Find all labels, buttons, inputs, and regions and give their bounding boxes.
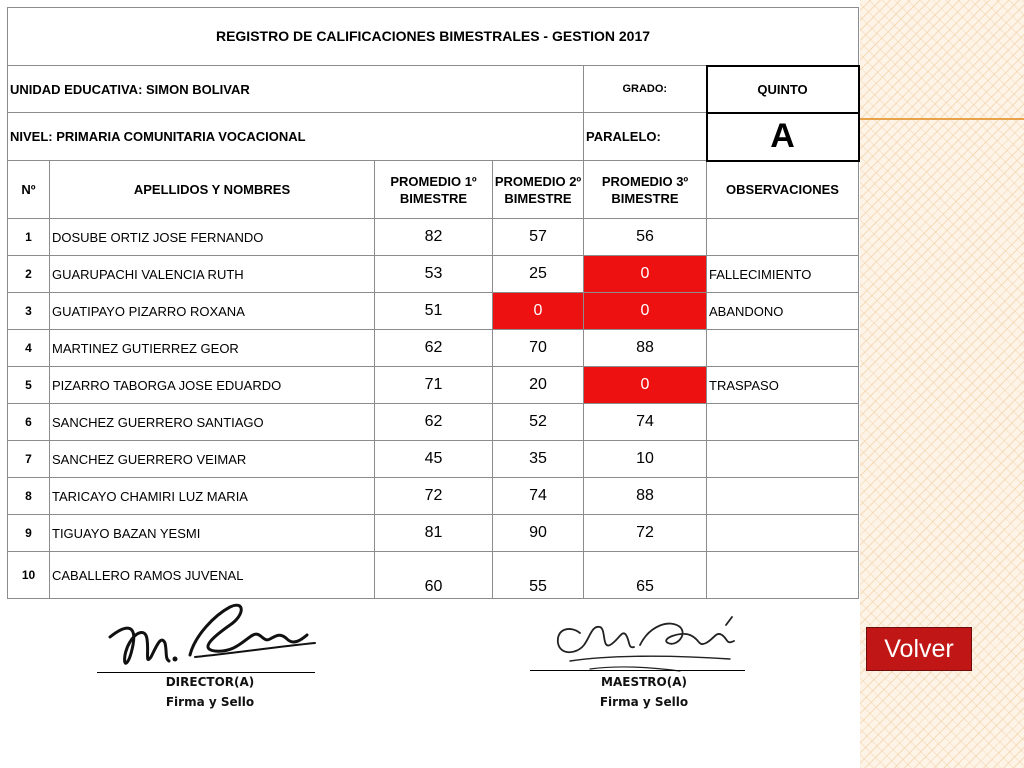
- observation: [707, 404, 859, 441]
- grade-label: GRADO:: [584, 66, 707, 113]
- student-name: SANCHEZ GUERRERO SANTIAGO: [50, 404, 375, 441]
- student-name: MARTINEZ GUTIERREZ GEOR: [50, 330, 375, 367]
- table-row: [8, 330, 859, 367]
- table-row: [8, 404, 859, 441]
- report-title: REGISTRO DE CALIFICACIONES BIMESTRALES - GESTION 2017: [8, 8, 859, 66]
- table-row: [8, 552, 859, 599]
- row-number: 5: [8, 367, 50, 404]
- school-name: UNIDAD EDUCATIVA: SIMON BOLIVAR: [8, 66, 584, 113]
- level-name: NIVEL: PRIMARIA COMUNITARIA VOCACIONAL: [8, 113, 584, 161]
- teacher-signature-block: [530, 605, 770, 715]
- back-button[interactable]: Volver: [866, 627, 972, 671]
- teacher-title: MAESTRO(A): [601, 675, 687, 689]
- observation: [707, 552, 859, 599]
- director-subtitle: Firma y Sello: [165, 695, 255, 709]
- average-2: 20: [493, 367, 584, 404]
- observation: [707, 515, 859, 552]
- row-number: 4: [8, 330, 50, 367]
- row-number: 8: [8, 478, 50, 515]
- student-name: SANCHEZ GUERRERO VEIMAR: [50, 441, 375, 478]
- average-3: 74: [584, 404, 707, 441]
- student-name: GUARUPACHI VALENCIA RUTH: [50, 256, 375, 293]
- teacher-subtitle: Firma y Sello: [599, 695, 689, 709]
- average-2: 74: [493, 478, 584, 515]
- row-number: 2: [8, 256, 50, 293]
- average-3: 10: [584, 441, 707, 478]
- average-3: 0: [584, 367, 707, 404]
- average-1: 60: [375, 552, 493, 599]
- average-3: 0: [584, 293, 707, 330]
- student-name: TIGUAYO BAZAN YESMI: [50, 515, 375, 552]
- average-2: 35: [493, 441, 584, 478]
- average-2: 25: [493, 256, 584, 293]
- observation: [707, 478, 859, 515]
- teacher-signature-line: [530, 670, 745, 671]
- observation: TRASPASO: [707, 367, 859, 404]
- observation: [707, 441, 859, 478]
- table-row: [8, 515, 859, 552]
- table-row: [8, 219, 859, 256]
- average-1: 45: [375, 441, 493, 478]
- average-1: 71: [375, 367, 493, 404]
- average-1: 81: [375, 515, 493, 552]
- average-1: 82: [375, 219, 493, 256]
- student-name: GUATIPAYO PIZARRO ROXANA: [50, 293, 375, 330]
- parallel-label: PARALELO:: [584, 113, 707, 161]
- row-number: 7: [8, 441, 50, 478]
- director-title: DIRECTOR(A): [165, 675, 255, 689]
- header-average-1: PROMEDIO 1º BIMESTRE: [375, 161, 493, 219]
- table-row: [8, 256, 859, 293]
- average-1: 72: [375, 478, 493, 515]
- header-observations: OBSERVACIONES: [707, 161, 859, 219]
- header-name: APELLIDOS Y NOMBRES: [50, 161, 375, 219]
- header-number: Nº: [8, 161, 50, 219]
- row-number: 1: [8, 219, 50, 256]
- observation: ABANDONO: [707, 293, 859, 330]
- header-average-3: PROMEDIO 3º BIMESTRE: [584, 161, 707, 219]
- grade-value: QUINTO: [707, 66, 859, 113]
- average-2: 90: [493, 515, 584, 552]
- header-average-2: PROMEDIO 2º BIMESTRE: [493, 161, 584, 219]
- row-number: 9: [8, 515, 50, 552]
- grades-table: [7, 7, 860, 599]
- parallel-value: A: [707, 113, 859, 161]
- student-name: CABALLERO RAMOS JUVENAL: [50, 552, 375, 599]
- table-row: [8, 293, 859, 330]
- observation: [707, 330, 859, 367]
- student-name: PIZARRO TABORGA JOSE EDUARDO: [50, 367, 375, 404]
- student-name: TARICAYO CHAMIRI LUZ MARIA: [50, 478, 375, 515]
- row-number: 3: [8, 293, 50, 330]
- director-signature-block: [95, 595, 325, 715]
- average-2: 0: [493, 293, 584, 330]
- average-3: 65: [584, 552, 707, 599]
- average-3: 88: [584, 478, 707, 515]
- average-2: 55: [493, 552, 584, 599]
- average-3: 56: [584, 219, 707, 256]
- table-row: [8, 367, 859, 404]
- table-row: [8, 478, 859, 515]
- average-2: 70: [493, 330, 584, 367]
- average-3: 72: [584, 515, 707, 552]
- average-3: 0: [584, 256, 707, 293]
- average-2: 52: [493, 404, 584, 441]
- observation: [707, 219, 859, 256]
- table-row: [8, 441, 859, 478]
- decorative-accent-line: [860, 118, 1024, 120]
- average-2: 57: [493, 219, 584, 256]
- average-1: 51: [375, 293, 493, 330]
- average-3: 88: [584, 330, 707, 367]
- row-number: 6: [8, 404, 50, 441]
- average-1: 62: [375, 330, 493, 367]
- student-name: DOSUBE ORTIZ JOSE FERNANDO: [50, 219, 375, 256]
- row-number: 10: [8, 552, 50, 599]
- average-1: 53: [375, 256, 493, 293]
- observation: FALLECIMIENTO: [707, 256, 859, 293]
- average-1: 62: [375, 404, 493, 441]
